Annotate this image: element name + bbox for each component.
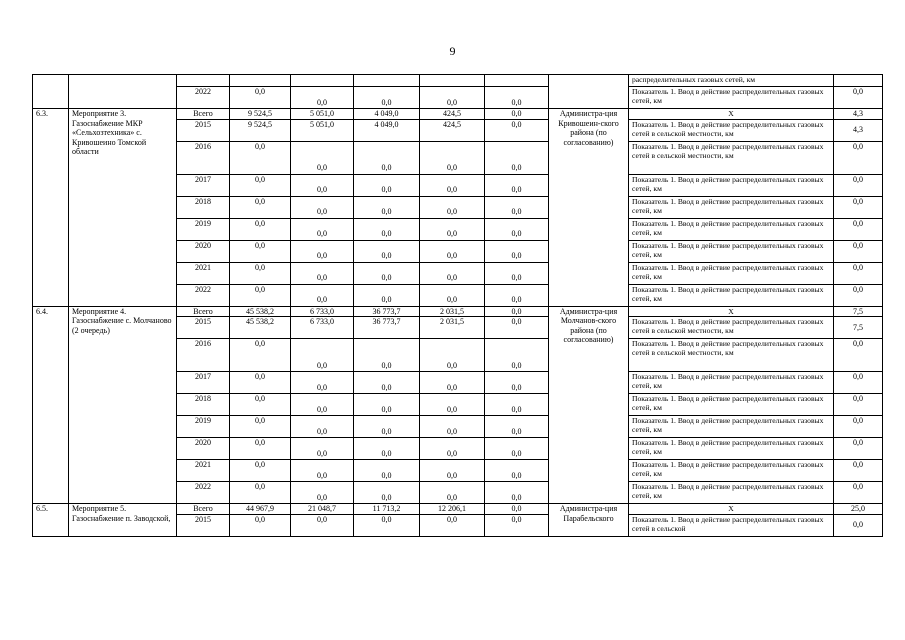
value-cell: 0,0	[485, 416, 549, 438]
indicator-cell: Показатель 1. Ввод в действие распределительных газовых сетей, км	[629, 372, 834, 394]
indicator-cell: Показатель 1. Ввод в действие распределительных газовых сетей в сельской местности, км	[629, 141, 834, 174]
target-value-cell: 0,0	[834, 262, 883, 284]
year-cell: 2017	[177, 372, 230, 394]
target-value-cell: 0,0	[834, 438, 883, 460]
value-cell: 0,0	[354, 196, 420, 218]
value-cell: 0,0	[420, 284, 485, 306]
value-cell: 0,0	[354, 514, 420, 536]
value-cell: 0,0	[485, 119, 549, 141]
value-cell: 0,0	[354, 174, 420, 196]
target-value-cell: 0,0	[834, 372, 883, 394]
value-cell: 0,0	[230, 87, 291, 109]
item-number-cell: 6.4.	[33, 306, 69, 504]
value-cell: 0,0	[291, 218, 354, 240]
indicator-cell: Показатель 1. Ввод в действие распределительных газовых сетей, км	[629, 438, 834, 460]
year-cell: 2019	[177, 218, 230, 240]
value-cell: 0,0	[291, 196, 354, 218]
value-cell: 0,0	[291, 372, 354, 394]
indicator-cell: распределительных газовых сетей, км	[629, 75, 834, 87]
value-cell: 9 524,5	[230, 109, 291, 120]
value-cell: 0,0	[420, 438, 485, 460]
value-cell: 5 051,0	[291, 109, 354, 120]
indicator-cell: Показатель 1. Ввод в действие распределительных газовых сетей, км	[629, 174, 834, 196]
value-cell: 0,0	[230, 514, 291, 536]
value-cell: 11 713,2	[354, 504, 420, 515]
target-value-cell: 0,0	[834, 514, 883, 536]
indicator-cell: X	[629, 109, 834, 120]
value-cell: 6 733,0	[291, 317, 354, 339]
table-body	[33, 75, 883, 537]
year-cell: 2016	[177, 141, 230, 174]
value-cell: 0,0	[354, 482, 420, 504]
value-cell: 0,0	[291, 174, 354, 196]
value-cell: 0,0	[291, 87, 354, 109]
value-cell: 0,0	[485, 262, 549, 284]
item-title-cell: Мероприятие 5. Газоснабжение п. Заводской,	[69, 504, 177, 537]
target-value-cell: 0,0	[834, 416, 883, 438]
value-cell: 0,0	[485, 339, 549, 372]
value-cell: 0,0	[485, 218, 549, 240]
value-cell: 0,0	[230, 460, 291, 482]
value-cell: 0,0	[420, 196, 485, 218]
year-cell: 2017	[177, 174, 230, 196]
value-cell: 45 538,2	[230, 317, 291, 339]
indicator-cell: Показатель 1. Ввод в действие распределительных газовых сетей в сельской местности, км	[629, 317, 834, 339]
value-cell: 0,0	[354, 372, 420, 394]
value-cell: 0,0	[420, 141, 485, 174]
indicator-cell: X	[629, 504, 834, 515]
table-row	[33, 109, 883, 120]
program-table	[32, 74, 883, 537]
target-value-cell: 0,0	[834, 394, 883, 416]
value-cell	[420, 75, 485, 87]
year-cell: 2019	[177, 416, 230, 438]
value-cell: 0,0	[291, 141, 354, 174]
responsible-cell: Администра-ция Парабельского	[549, 504, 629, 537]
value-cell: 0,0	[230, 218, 291, 240]
value-cell: 0,0	[291, 394, 354, 416]
target-value-cell: 0,0	[834, 218, 883, 240]
value-cell: 0,0	[230, 438, 291, 460]
year-cell	[177, 75, 230, 87]
value-cell: 21 048,7	[291, 504, 354, 515]
year-cell: 2022	[177, 482, 230, 504]
target-value-cell: 7,5	[834, 317, 883, 339]
value-cell: 0,0	[354, 394, 420, 416]
value-cell: 0,0	[485, 87, 549, 109]
value-cell: 0,0	[230, 196, 291, 218]
value-cell: 0,0	[291, 416, 354, 438]
value-cell: 36 773,7	[354, 317, 420, 339]
value-cell: 0,0	[420, 339, 485, 372]
responsible-cell: Администра-ция Молчанов-ского района (по согласованию)	[549, 306, 629, 504]
value-cell: 2 031,5	[420, 306, 485, 317]
item-number-cell: 6.3.	[33, 109, 69, 307]
year-cell: 2021	[177, 262, 230, 284]
value-cell: 0,0	[230, 240, 291, 262]
value-cell: 0,0	[354, 262, 420, 284]
year-cell: Всего	[177, 504, 230, 515]
value-cell: 0,0	[485, 514, 549, 536]
value-cell: 0,0	[291, 284, 354, 306]
value-cell: 0,0	[420, 262, 485, 284]
year-cell: Всего	[177, 306, 230, 317]
value-cell: 2 031,5	[420, 317, 485, 339]
value-cell: 0,0	[485, 394, 549, 416]
value-cell: 0,0	[230, 394, 291, 416]
value-cell: 0,0	[420, 372, 485, 394]
value-cell: 0,0	[420, 218, 485, 240]
year-cell: Всего	[177, 109, 230, 120]
value-cell: 0,0	[485, 317, 549, 339]
value-cell: 36 773,7	[354, 306, 420, 317]
indicator-cell: Показатель 1. Ввод в действие распределительных газовых сетей, км	[629, 482, 834, 504]
value-cell: 0,0	[485, 174, 549, 196]
value-cell	[230, 75, 291, 87]
item-number-cell: 6.5.	[33, 504, 69, 537]
value-cell: 5 051,0	[291, 119, 354, 141]
value-cell: 0,0	[485, 482, 549, 504]
value-cell: 0,0	[420, 460, 485, 482]
value-cell: 0,0	[354, 416, 420, 438]
item-title-cell: Мероприятие 3. Газоснабжение МКР «Сельхозтехника» с. Кривошеино Томской области	[69, 109, 177, 307]
value-cell: 9 524,5	[230, 119, 291, 141]
value-cell: 0,0	[291, 262, 354, 284]
target-value-cell: 0,0	[834, 284, 883, 306]
table-row	[33, 504, 883, 515]
value-cell: 0,0	[354, 218, 420, 240]
value-cell: 0,0	[485, 460, 549, 482]
value-cell: 0,0	[291, 460, 354, 482]
value-cell	[291, 75, 354, 87]
value-cell: 0,0	[230, 339, 291, 372]
target-value-cell: 0,0	[834, 482, 883, 504]
indicator-cell: Показатель 1. Ввод в действие распределительных газовых сетей в сельской местности, км	[629, 119, 834, 141]
value-cell: 12 206,1	[420, 504, 485, 515]
year-cell: 2018	[177, 394, 230, 416]
value-cell: 0,0	[485, 141, 549, 174]
target-value-cell: 4,3	[834, 109, 883, 120]
value-cell: 0,0	[230, 482, 291, 504]
item-title-cell	[69, 75, 177, 109]
target-value-cell: 25,0	[834, 504, 883, 515]
value-cell: 0,0	[485, 240, 549, 262]
value-cell: 0,0	[420, 174, 485, 196]
value-cell: 0,0	[420, 394, 485, 416]
indicator-cell: Показатель 1. Ввод в действие распределительных газовых сетей, км	[629, 196, 834, 218]
year-cell: 2022	[177, 284, 230, 306]
value-cell: 45 538,2	[230, 306, 291, 317]
target-value-cell: 0,0	[834, 174, 883, 196]
table-row	[33, 306, 883, 317]
indicator-cell: Показатель 1. Ввод в действие распределительных газовых сетей в сельской местности, км	[629, 339, 834, 372]
value-cell: 0,0	[420, 240, 485, 262]
value-cell: 0,0	[420, 482, 485, 504]
value-cell: 0,0	[291, 240, 354, 262]
value-cell	[354, 75, 420, 87]
target-value-cell	[834, 75, 883, 87]
target-value-cell: 0,0	[834, 460, 883, 482]
value-cell: 0,0	[230, 262, 291, 284]
indicator-cell: Показатель 1. Ввод в действие распределительных газовых сетей, км	[629, 218, 834, 240]
value-cell: 0,0	[485, 109, 549, 120]
year-cell: 2020	[177, 438, 230, 460]
value-cell: 4 049,0	[354, 119, 420, 141]
value-cell: 0,0	[420, 416, 485, 438]
value-cell: 0,0	[230, 372, 291, 394]
indicator-cell: Показатель 1. Ввод в действие распределительных газовых сетей, км	[629, 262, 834, 284]
value-cell: 0,0	[354, 284, 420, 306]
target-value-cell: 0,0	[834, 141, 883, 174]
indicator-cell: X	[629, 306, 834, 317]
item-title-cell: Мероприятие 4. Газоснабжение с. Молчаново (2 очередь)	[69, 306, 177, 504]
indicator-cell: Показатель 1. Ввод в действие распределительных газовых сетей, км	[629, 284, 834, 306]
value-cell: 0,0	[354, 87, 420, 109]
value-cell: 0,0	[354, 438, 420, 460]
value-cell: 0,0	[420, 514, 485, 536]
value-cell: 4 049,0	[354, 109, 420, 120]
target-value-cell: 0,0	[834, 240, 883, 262]
item-number-cell	[33, 75, 69, 109]
value-cell: 0,0	[420, 87, 485, 109]
value-cell: 0,0	[354, 460, 420, 482]
value-cell: 0,0	[485, 438, 549, 460]
value-cell: 0,0	[291, 339, 354, 372]
value-cell: 0,0	[230, 174, 291, 196]
value-cell: 0,0	[354, 339, 420, 372]
value-cell: 44 967,9	[230, 504, 291, 515]
value-cell: 0,0	[485, 284, 549, 306]
indicator-cell: Показатель 1. Ввод в действие распределительных газовых сетей, км	[629, 416, 834, 438]
year-cell: 2020	[177, 240, 230, 262]
target-value-cell: 0,0	[834, 196, 883, 218]
value-cell: 6 733,0	[291, 306, 354, 317]
year-cell: 2016	[177, 339, 230, 372]
year-cell: 2021	[177, 460, 230, 482]
target-value-cell: 4,3	[834, 119, 883, 141]
table-row	[33, 75, 883, 87]
value-cell: 0,0	[485, 196, 549, 218]
indicator-cell: Показатель 1. Ввод в действие распределительных газовых сетей, км	[629, 240, 834, 262]
value-cell: 0,0	[230, 284, 291, 306]
value-cell: 0,0	[230, 141, 291, 174]
value-cell: 0,0	[485, 306, 549, 317]
indicator-cell: Показатель 1. Ввод в действие распределительных газовых сетей, км	[629, 394, 834, 416]
value-cell: 0,0	[291, 482, 354, 504]
value-cell: 424,5	[420, 109, 485, 120]
target-value-cell: 7,5	[834, 306, 883, 317]
page-number: 9	[449, 44, 456, 58]
indicator-cell: Показатель 1. Ввод в действие распределительных газовых сетей, км	[629, 87, 834, 109]
responsible-cell	[549, 75, 629, 109]
value-cell: 424,5	[420, 119, 485, 141]
value-cell: 0,0	[230, 416, 291, 438]
value-cell: 0,0	[291, 438, 354, 460]
year-cell: 2015	[177, 119, 230, 141]
target-value-cell: 0,0	[834, 339, 883, 372]
target-value-cell: 0,0	[834, 87, 883, 109]
value-cell: 0,0	[291, 514, 354, 536]
responsible-cell: Администра-ция Кривошеин-ского района (по согласованию)	[549, 109, 629, 307]
value-cell	[485, 75, 549, 87]
year-cell: 2015	[177, 317, 230, 339]
value-cell: 0,0	[354, 141, 420, 174]
year-cell: 2018	[177, 196, 230, 218]
indicator-cell: Показатель 1. Ввод в действие распределительных газовых сетей, км	[629, 460, 834, 482]
year-cell: 2015	[177, 514, 230, 536]
value-cell: 0,0	[485, 504, 549, 515]
value-cell: 0,0	[485, 372, 549, 394]
year-cell: 2022	[177, 87, 230, 109]
value-cell: 0,0	[354, 240, 420, 262]
indicator-cell: Показатель 1. Ввод в действие распределительных газовых сетей в сельской	[629, 514, 834, 536]
